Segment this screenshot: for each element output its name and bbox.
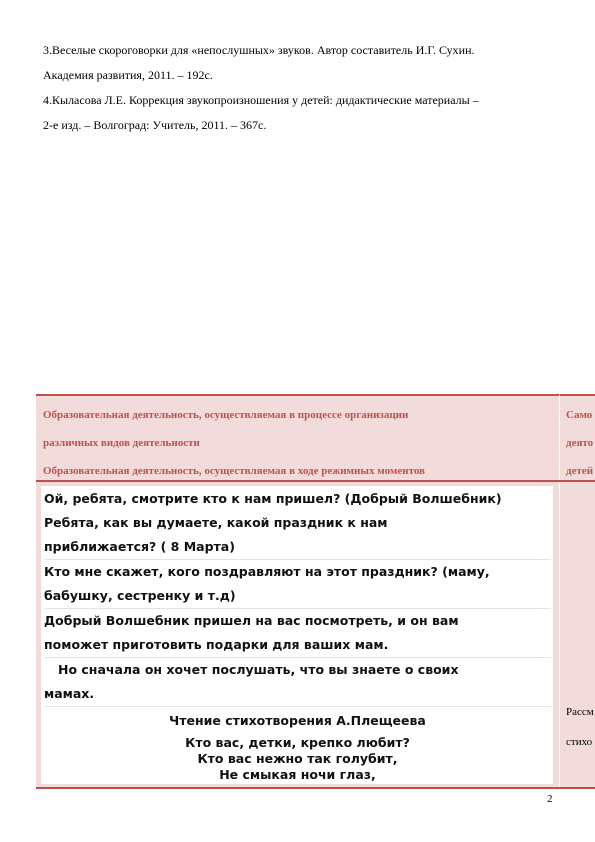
lesson-paragraph xyxy=(44,560,551,609)
table-body-right xyxy=(559,482,595,787)
lesson-line: Кто мне скажет, кого поздравляют на этот праздник? (маму, xyxy=(44,564,490,579)
lesson-line: Ой, ребята, смотрите кто к нам пришел? (Добрый Волшебник) xyxy=(44,491,502,506)
header-line: детей xyxy=(566,465,594,477)
header-line: Само xyxy=(566,409,593,421)
table-header-left xyxy=(36,394,559,482)
header-line: Образовательная деятельность, осуществляемая в ходе режимных моментов xyxy=(43,465,425,477)
reference-line: 4.Кыласова Л.Е. Коррекция звукопроизношения у детей: дидактические материалы – xyxy=(43,93,479,107)
right-cell-line: стихо xyxy=(566,736,593,748)
poem-line: Кто вас, детки, крепко любит? xyxy=(185,735,410,750)
table-bottom-border xyxy=(36,787,595,789)
poem-line: Не смыкая ночи глаз, xyxy=(219,767,376,782)
lesson-line: Ребята, как вы думаете, какой праздник к нам xyxy=(44,515,388,530)
lesson-line: бабушку, сестренку и т.д) xyxy=(44,588,236,603)
lesson-line: мамах. xyxy=(44,686,95,701)
lesson-line: Но сначала он хочет послушать, что вы знаете о своих xyxy=(58,662,459,677)
reference-line: Академия развития, 2011. – 192с. xyxy=(43,68,213,82)
activity-table xyxy=(36,394,595,789)
lesson-line: поможет приготовить подарки для ваших мам. xyxy=(44,637,389,652)
page-number: 2 xyxy=(547,793,553,805)
lesson-line: приближается? ( 8 Марта) xyxy=(44,539,235,554)
reference-line: 2-е изд. – Волгоград: Учитель, 2011. – 367с. xyxy=(43,118,267,132)
lesson-paragraph xyxy=(44,609,551,658)
table-body-left xyxy=(36,482,559,787)
header-line: деято xyxy=(566,437,594,449)
lesson-paragraph xyxy=(44,487,551,560)
lesson-paragraph xyxy=(44,658,551,707)
poem xyxy=(44,735,551,783)
poem-line: Кто вас нежно так голубит, xyxy=(197,751,398,766)
table-header-right xyxy=(559,394,595,482)
header-line: Образовательная деятельность, осуществляемая в процессе организации xyxy=(43,409,409,421)
reference-line: 3.Веселые скороговорки для «непослушных» звуков. Автор составитель И.Г. Сухин. xyxy=(43,43,475,57)
lesson-text xyxy=(41,486,553,784)
references xyxy=(43,38,563,138)
right-cell-line: Рассм xyxy=(566,706,594,718)
poem-title: Чтение стихотворения А.Плещеева xyxy=(169,713,426,728)
lesson-line: Добрый Волшебник пришел на вас посмотреть, и он вам xyxy=(44,613,459,628)
header-line: различных видов деятельности xyxy=(43,437,200,449)
